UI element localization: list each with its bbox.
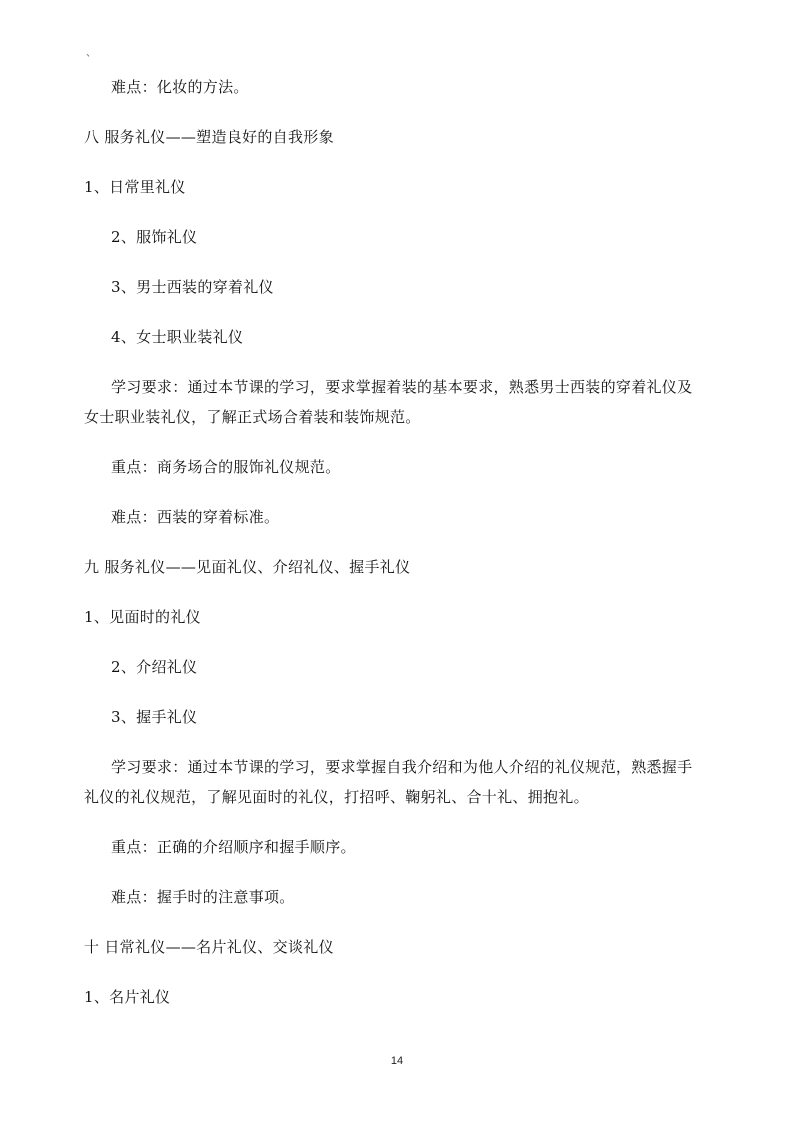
difficulty-8: 难点：西装的穿着标准。	[111, 508, 280, 526]
learning-requirement-9-line1: 学习要求：通过本节课的学习，要求掌握自我介绍和为他人介绍的礼仪规范，熟悉握手	[111, 758, 693, 776]
page-number: 14	[390, 1055, 404, 1067]
learning-requirement-8-line2: 女士职业装礼仪，了解正式场合着装和装饰规范。	[84, 408, 421, 426]
learning-requirement-8-line1: 学习要求：通过本节课的学习，要求掌握着装的基本要求，熟悉男士西装的穿着礼仪及	[111, 378, 693, 396]
list-item: 2、服饰礼仪	[111, 228, 198, 246]
list-item: 2、介绍礼仪	[111, 658, 198, 676]
difficulty-makeup: 难点：化妆的方法。	[111, 78, 249, 96]
learning-requirement-9-line2: 礼仪的礼仪规范，了解见面时的礼仪，打招呼、鞠躬礼、合十礼、拥抱礼。	[84, 788, 589, 806]
list-item: 3、握手礼仪	[111, 708, 198, 726]
list-item: 1、名片礼仪	[84, 988, 171, 1006]
list-item: 3、男士西装的穿着礼仪	[111, 278, 274, 296]
difficulty-9: 难点：握手时的注意事项。	[111, 888, 295, 906]
section-heading-10: 十 日常礼仪——名片礼仪、交谈礼仪	[84, 938, 334, 956]
list-item: 1、见面时的礼仪	[84, 608, 201, 626]
top-mark: 、	[86, 48, 96, 59]
list-item: 4、女士职业装礼仪	[111, 328, 244, 346]
key-point-8: 重点：商务场合的服饰礼仪规范。	[111, 458, 341, 476]
section-heading-8: 八 服务礼仪——塑造良好的自我形象	[84, 128, 334, 146]
list-item: 1、日常里礼仪	[84, 178, 186, 196]
key-point-9: 重点：正确的介绍顺序和握手顺序。	[111, 838, 356, 856]
section-heading-9: 九 服务礼仪——见面礼仪、介绍礼仪、握手礼仪	[84, 558, 411, 576]
